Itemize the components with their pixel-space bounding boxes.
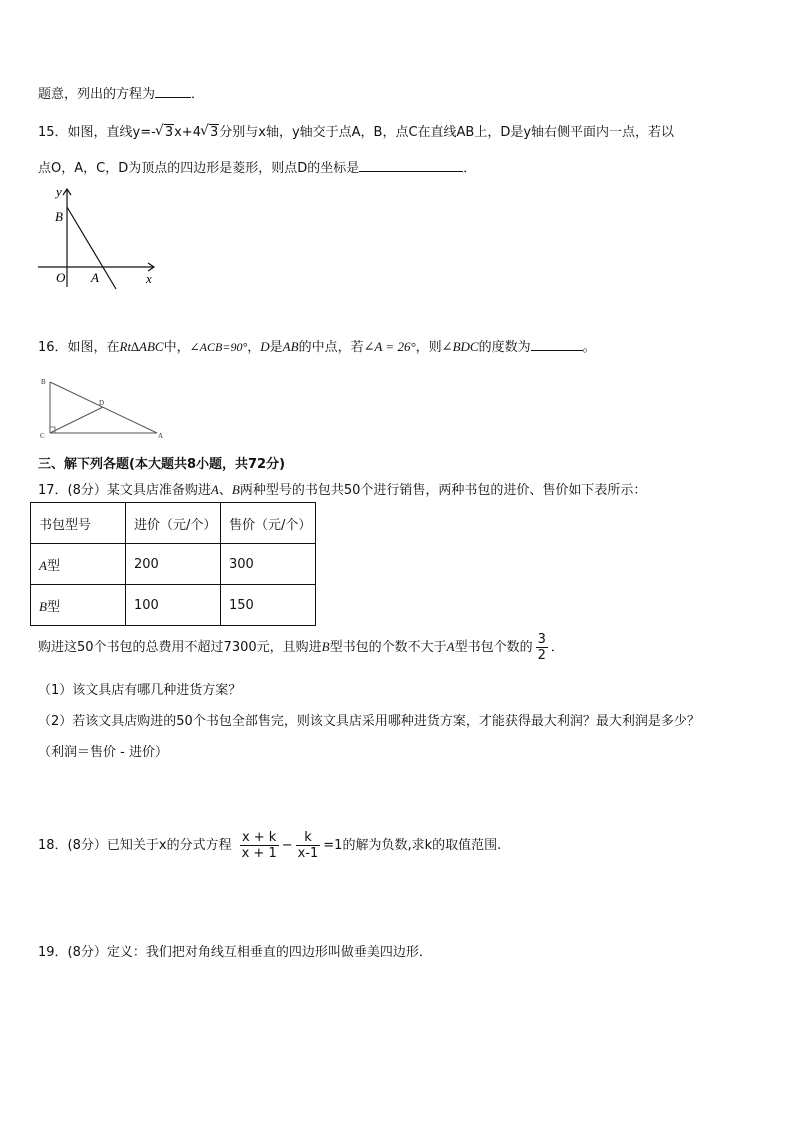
q17-cond-letter-a: A xyxy=(446,639,455,654)
q16-text-c: ， xyxy=(247,340,261,355)
q17-cond-b: 型书包的个数不大于 xyxy=(329,640,447,655)
header-cost: 进价（元/个） xyxy=(126,503,221,544)
table-header-row xyxy=(31,503,316,544)
q16-text-e: 的中点，若 xyxy=(298,340,364,355)
label-o: O xyxy=(56,270,66,285)
q17-sub2: （2）若该文具店购进的50个书包全部售完，则该文具店采用哪种进货方案，才能获得最大利润？最大利润是多少？ xyxy=(38,714,700,729)
section-title: 三、解下列各题(本大题共8小题，共72分) xyxy=(38,457,286,472)
q17-cond-letter-b: B xyxy=(321,639,330,654)
q16-point-d: D xyxy=(260,339,270,354)
label-a: A xyxy=(91,270,99,285)
q17-letter-a: A xyxy=(210,482,219,497)
table-row xyxy=(31,544,316,585)
cell-cost: 100 xyxy=(126,585,221,626)
q16-triangle: Rt∆ABC xyxy=(119,339,164,354)
price-table xyxy=(30,502,316,626)
q15-sqrt-2: √ 3 xyxy=(201,125,219,140)
q17-text-a: 17．(8分）某文具店准备购进 xyxy=(38,483,211,498)
q18-text-a: 18．(8分）已知关于x的分式方程 xyxy=(38,838,232,853)
q16-text-g: 的度数为 xyxy=(478,340,531,355)
q17-note: （利润＝售价 - 进价） xyxy=(38,745,168,760)
q14-text: 题意，列出的方程为 xyxy=(38,87,156,102)
q14-end: ． xyxy=(191,87,205,102)
q17-intro xyxy=(38,479,646,498)
label-b: B xyxy=(41,378,46,386)
q16-text-b: 中， xyxy=(163,340,190,355)
q19-line: 19．(8分）定义：我们把对角线互相垂直的四边形叫做垂美四边形． xyxy=(38,945,432,960)
q16-text-a: 16．如图，在 xyxy=(38,340,120,355)
cell-price: 150 xyxy=(221,585,316,626)
q17-cond-end: ． xyxy=(550,640,564,655)
q17-letter-b: B xyxy=(231,482,240,497)
q16-segment-ab: AB xyxy=(282,339,299,354)
label-b: B xyxy=(55,209,63,224)
q15-text-b: x+4 xyxy=(174,125,201,140)
fraction-three-halves: $\frac{3}{2}$ xyxy=(537,632,546,663)
cell-model: B型 xyxy=(31,585,126,626)
q16-angle-a: ∠A = 26° xyxy=(363,339,416,354)
fraction-1: $\frac{x + k}{x + 1}$ xyxy=(241,830,277,861)
label-d: D xyxy=(99,399,105,407)
q15-text-d: 点O，A，C，D为顶点的四边形是菱形，则点D的坐标是 xyxy=(38,161,360,176)
q18-text-b: =1的解为负数,求k的取值范围. xyxy=(323,838,502,853)
minus-sign: − xyxy=(281,838,293,853)
q15-sqrt-1: √ 3 xyxy=(156,125,174,140)
q16-angle-bdc: ∠BDC xyxy=(441,339,479,354)
q14-tail xyxy=(38,83,204,102)
q18-line xyxy=(38,830,501,861)
q17-cond-c: 型书包个数的 xyxy=(454,640,533,655)
header-price: 售价（元/个） xyxy=(221,503,316,544)
q17-condition xyxy=(38,632,564,663)
cell-model: A型 xyxy=(31,544,126,585)
q15-line2 xyxy=(38,157,476,176)
label-c: C xyxy=(40,432,45,440)
q17-sub1: （1）该文具店有哪几种进货方案？ xyxy=(38,683,242,698)
q15-text-c: 分别与x轴，y轴交于点A，B，点C在直线AB上，D是y轴右侧平面内一点，若以 xyxy=(219,125,675,140)
q17-text-b: 、 xyxy=(218,483,232,498)
q17-text-c: 两种型号的书包共50个进行销售，两种书包的进价、售价如下表所示： xyxy=(239,483,647,498)
label-x: x xyxy=(146,271,152,286)
label-y: y xyxy=(56,184,62,199)
cell-cost: 200 xyxy=(126,544,221,585)
q16-line xyxy=(38,336,596,355)
q15-end: ． xyxy=(463,161,477,176)
q15-figure xyxy=(30,183,165,293)
q16-end: 。 xyxy=(582,340,596,355)
header-model: 书包型号 xyxy=(31,503,126,544)
fraction-2: $\frac{k}{x-1}$ xyxy=(297,830,319,861)
cell-price: 300 xyxy=(221,544,316,585)
q16-angle-acb: ∠ACB=90° xyxy=(189,340,248,354)
table-row xyxy=(31,585,316,626)
q14-answer-blank xyxy=(155,85,191,98)
q15-line1 xyxy=(38,121,674,140)
q16-text-d: 是 xyxy=(269,340,283,355)
label-a: A xyxy=(158,432,164,440)
q16-figure xyxy=(36,374,166,442)
q17-cond-a: 购进这50个书包的总费用不超过7300元，且购进 xyxy=(38,640,322,655)
q16-text-f: ，则 xyxy=(415,340,442,355)
q15-text-a: 15．如图，直线y=- xyxy=(38,125,156,140)
median-cd xyxy=(50,407,103,433)
q15-answer-blank xyxy=(359,159,463,172)
q16-answer-blank xyxy=(531,338,583,351)
